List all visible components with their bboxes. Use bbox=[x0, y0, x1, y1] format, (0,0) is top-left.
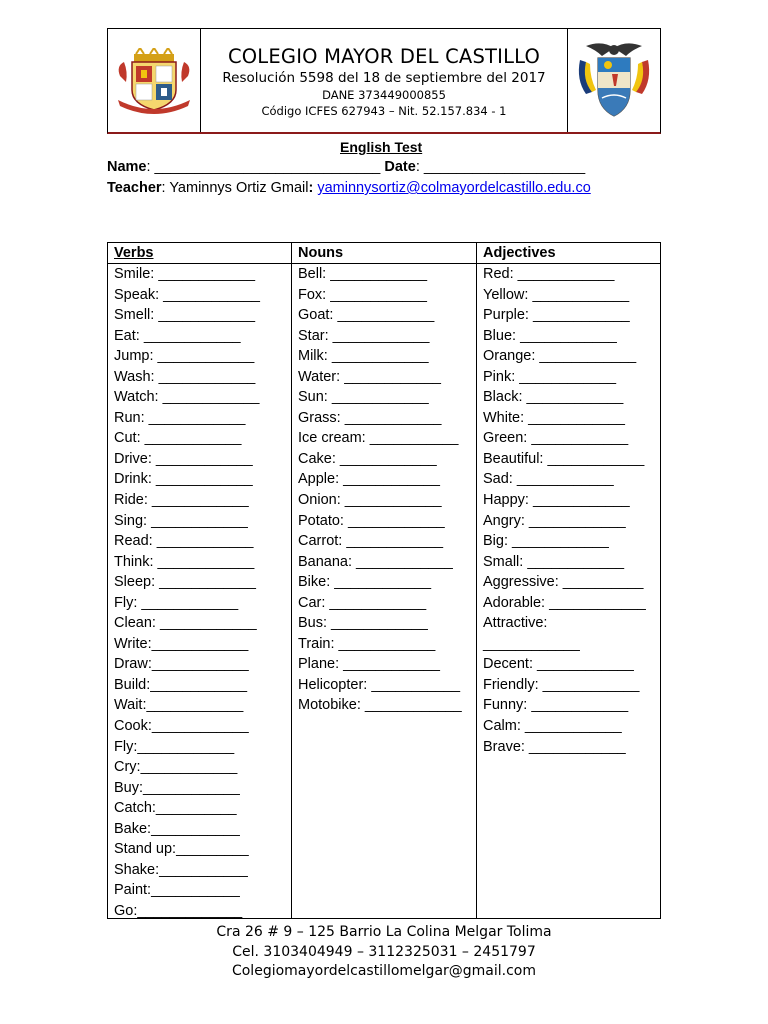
adjectives-item: Small: ____________ bbox=[483, 553, 625, 570]
verbs-item: Sing: ____________ bbox=[114, 512, 248, 529]
footer bbox=[0, 923, 768, 982]
verbs-item: Draw:____________ bbox=[114, 656, 249, 673]
gmail-colon: : bbox=[308, 180, 314, 196]
date-blank: : ____________________ bbox=[415, 159, 586, 175]
verbs-item: Shake:___________ bbox=[114, 861, 248, 878]
nouns-item: Car: ____________ bbox=[298, 594, 427, 611]
adjectives-item: Brave: ____________ bbox=[483, 738, 626, 755]
nouns-item: Banana: ____________ bbox=[298, 553, 453, 570]
nouns-item: Goat: ____________ bbox=[298, 307, 435, 324]
nouns-list bbox=[292, 264, 476, 716]
adjectives-item: Happy: ____________ bbox=[483, 492, 630, 509]
adjectives-item: Funny: ____________ bbox=[483, 697, 629, 714]
adjectives-item: Friendly: ____________ bbox=[483, 676, 640, 693]
verbs-item: Think: ____________ bbox=[114, 553, 255, 570]
resolution-text: Resolución 5598 del 18 de septiembre del 2017 bbox=[222, 70, 546, 86]
footer-address: Cra 26 # 9 – 125 Barrio La Colina Melgar Tolima bbox=[216, 924, 552, 940]
verbs-item: Watch: ____________ bbox=[114, 389, 260, 406]
name-blank: : ____________________________ bbox=[146, 159, 385, 175]
coat-of-arms-icon bbox=[572, 40, 656, 122]
nouns-item: Bike: ____________ bbox=[298, 574, 432, 591]
verbs-item: Run: ____________ bbox=[114, 409, 246, 426]
school-name: COLEGIO MAYOR DEL CASTILLO bbox=[227, 45, 541, 68]
adjectives-item: Calm: ____________ bbox=[483, 718, 622, 735]
adjectives-item: Aggressive: __________ bbox=[483, 574, 644, 591]
footer-email: Colegiomayordelcastillomelgar@gmail.com bbox=[231, 963, 537, 979]
nouns-item: Grass: ____________ bbox=[298, 409, 442, 426]
verbs-item: Drink: ____________ bbox=[114, 471, 253, 488]
attractive-blank: ____________ bbox=[483, 635, 580, 652]
adjectives-item: Yellow: ____________ bbox=[483, 286, 630, 303]
adjectives-item: Green: ____________ bbox=[483, 430, 629, 447]
test-title: English Test bbox=[340, 139, 423, 155]
school-crest-cell bbox=[108, 29, 201, 132]
verbs-item: Paint:___________ bbox=[114, 882, 240, 899]
adjectives-item: Black: ____________ bbox=[483, 389, 624, 406]
school-crest-icon bbox=[114, 48, 194, 114]
nouns-item: Fox: ____________ bbox=[298, 286, 427, 303]
adjectives-item: Big: ____________ bbox=[483, 533, 609, 550]
teacher-line bbox=[107, 180, 591, 196]
verbs-item: Buy:____________ bbox=[114, 779, 240, 796]
name-date-line bbox=[107, 159, 585, 175]
nouns-item: Apple: ____________ bbox=[298, 471, 440, 488]
nouns-item: Bus: ____________ bbox=[298, 615, 428, 632]
icfes-code: Código ICFES 627943 – Nit. 52.157.834 - 1 bbox=[261, 104, 507, 118]
verbs-column bbox=[108, 243, 292, 918]
adjectives-item: Blue: ____________ bbox=[483, 327, 617, 344]
name-label: Name bbox=[107, 159, 147, 175]
nouns-item: Ice cream: ___________ bbox=[298, 430, 459, 447]
attractive-label: Attractive: bbox=[483, 615, 548, 632]
verbs-item: Stand up:_________ bbox=[114, 841, 249, 858]
adjectives-item: Beautiful: ____________ bbox=[483, 450, 645, 467]
adjectives-item: Purple: ____________ bbox=[483, 307, 630, 324]
teacher-value: : Yaminnys Ortiz Gmail bbox=[161, 180, 309, 196]
verbs-item: Read: ____________ bbox=[114, 533, 254, 550]
adjectives-list bbox=[477, 264, 660, 757]
verbs-item: Go:_____________ bbox=[114, 902, 243, 919]
verbs-item: Eat: ____________ bbox=[114, 327, 241, 344]
verbs-item: Smell: ____________ bbox=[114, 307, 256, 324]
verbs-item: Catch:__________ bbox=[114, 800, 237, 817]
verbs-item: Wash: ____________ bbox=[114, 368, 256, 385]
adjectives-item: Sad: ____________ bbox=[483, 471, 614, 488]
adjectives-item bbox=[483, 613, 660, 654]
adjectives-header: Adjectives bbox=[477, 243, 660, 264]
teacher-label: Teacher bbox=[107, 180, 162, 196]
verbs-item: Smile: ____________ bbox=[114, 266, 256, 282]
nouns-item: Milk: ____________ bbox=[298, 348, 429, 365]
nouns-header: Nouns bbox=[292, 243, 476, 264]
adjectives-column bbox=[477, 243, 660, 918]
verbs-list bbox=[108, 264, 291, 922]
teacher-email-link[interactable]: yaminnysortiz@colmayordelcastillo.edu.co bbox=[317, 180, 591, 196]
verbs-item: Cook:____________ bbox=[114, 718, 249, 735]
nouns-item: Motobike: ____________ bbox=[298, 697, 462, 714]
adjectives-item: Angry: ____________ bbox=[483, 512, 626, 529]
nouns-item: Onion: ____________ bbox=[298, 492, 442, 509]
nouns-item: Water: ____________ bbox=[298, 368, 441, 385]
verbs-item: Build:____________ bbox=[114, 676, 248, 693]
nouns-item: Helicopter: ___________ bbox=[298, 676, 461, 693]
vocabulary-table bbox=[107, 242, 661, 919]
verbs-item: Wait:____________ bbox=[114, 697, 244, 714]
verbs-item: Cut: ____________ bbox=[114, 430, 242, 447]
verbs-item: Clean: ____________ bbox=[114, 615, 257, 632]
verbs-item: Cry:____________ bbox=[114, 759, 238, 776]
verbs-item: Sleep: ____________ bbox=[114, 574, 256, 591]
verbs-header bbox=[108, 243, 291, 264]
nouns-item: Sun: ____________ bbox=[298, 389, 429, 406]
verbs-item: Bake:___________ bbox=[114, 820, 240, 837]
school-header bbox=[107, 28, 661, 134]
verbs-header-label: Verbs bbox=[114, 245, 154, 261]
verbs-item: Drive: ____________ bbox=[114, 450, 253, 467]
nouns-item: Cake: ____________ bbox=[298, 450, 437, 467]
adjectives-item: Decent: ____________ bbox=[483, 656, 634, 673]
adjectives-item: Pink: ____________ bbox=[483, 368, 617, 385]
adjectives-item: Red: ____________ bbox=[483, 266, 615, 282]
adjectives-item: White: ____________ bbox=[483, 409, 625, 426]
nouns-item: Carrot: ____________ bbox=[298, 533, 444, 550]
nouns-item: Train: ____________ bbox=[298, 635, 436, 652]
nouns-item: Potato: ____________ bbox=[298, 512, 445, 529]
verbs-item: Fly:____________ bbox=[114, 738, 235, 755]
nouns-item: Star: ____________ bbox=[298, 327, 430, 344]
nouns-item: Plane: ____________ bbox=[298, 656, 440, 673]
nouns-column bbox=[292, 243, 477, 918]
verbs-item: Jump: ____________ bbox=[114, 348, 255, 365]
verbs-item: Write:____________ bbox=[114, 635, 249, 652]
dane-code: DANE 373449000855 bbox=[322, 88, 446, 102]
nouns-item: Bell: ____________ bbox=[298, 266, 428, 282]
verbs-item: Speak: ____________ bbox=[114, 286, 260, 303]
verbs-item: Fly: ____________ bbox=[114, 594, 239, 611]
date-label: Date bbox=[384, 159, 416, 175]
adjectives-item: Adorable: ____________ bbox=[483, 594, 646, 611]
footer-phones: Cel. 3103404949 – 3112325031 – 2451797 bbox=[232, 943, 536, 960]
school-info bbox=[201, 29, 567, 132]
adjectives-item: Orange: ____________ bbox=[483, 348, 637, 365]
verbs-item: Ride: ____________ bbox=[114, 492, 249, 509]
coat-of-arms-cell bbox=[567, 29, 660, 132]
